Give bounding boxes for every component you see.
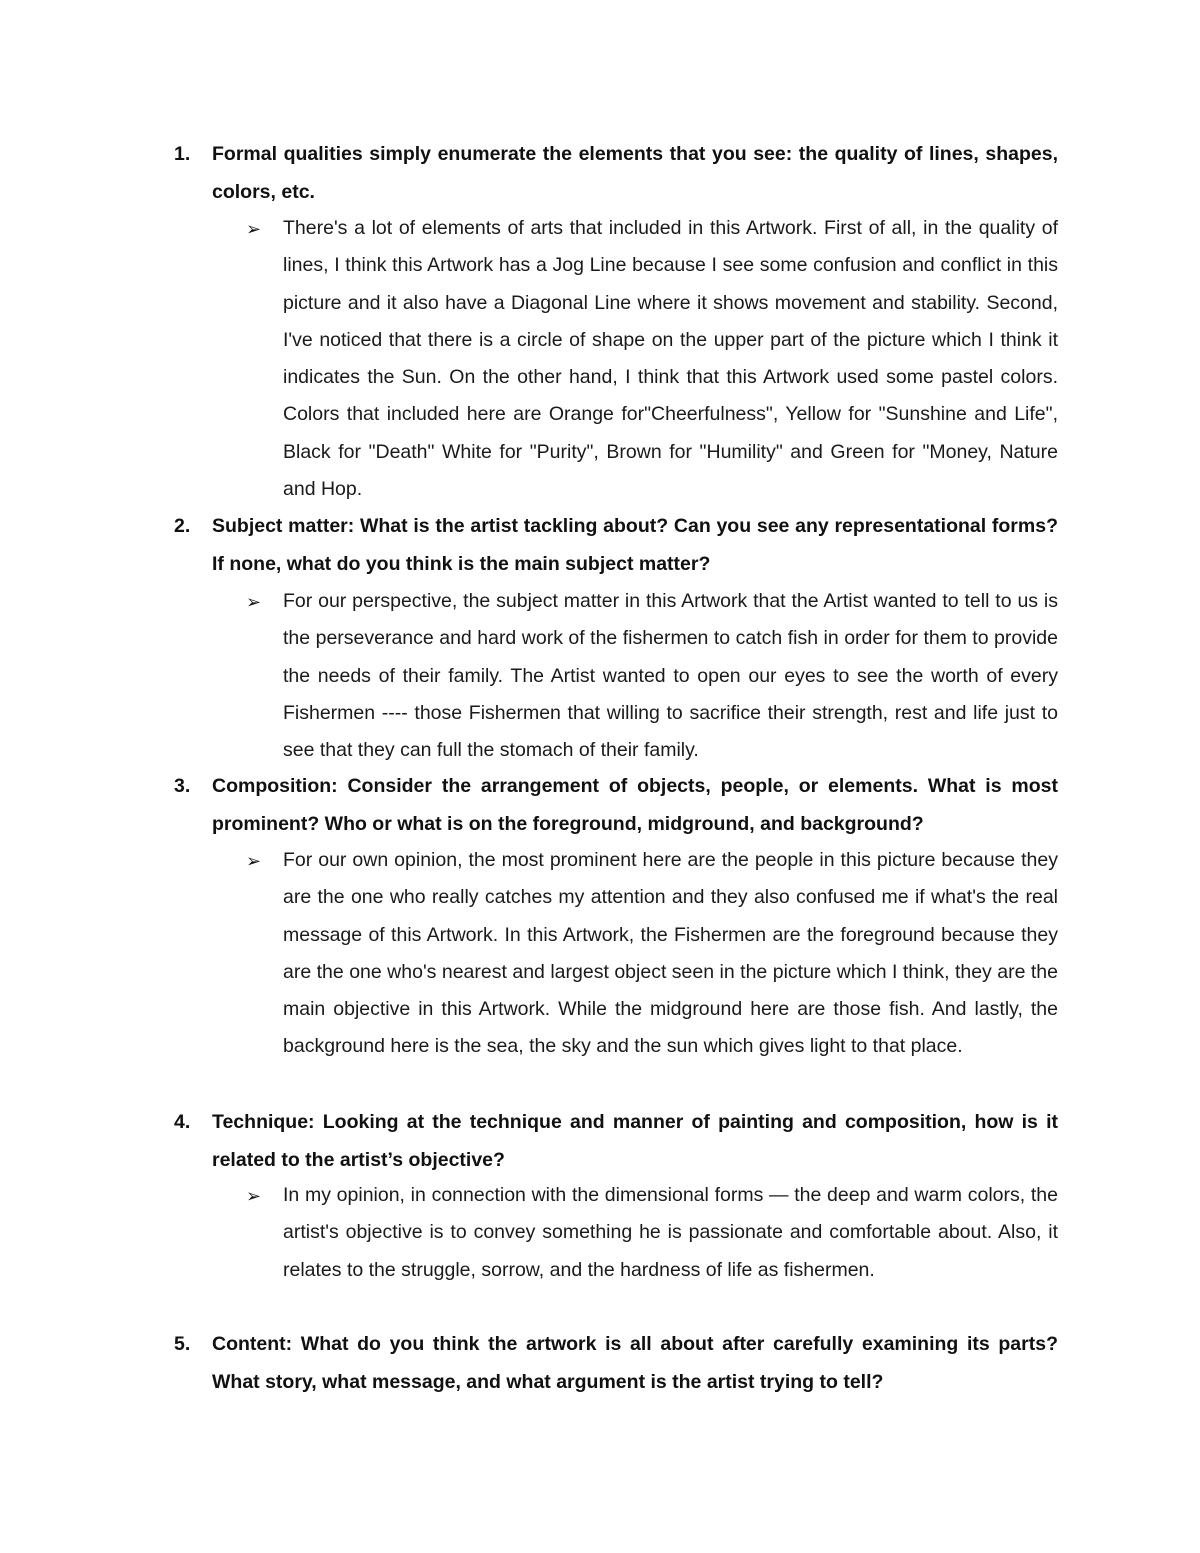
item-number: 1. [174,143,191,165]
question-text: Subject matter: What is the artist tackling about? Can you see any representational forms? If none, what do you think is the main subject matter? [212,515,1058,575]
answer-text: There's a lot of elements of arts that included in this Artwork. First of all, in the quality of lines, I think this Artwork has a Jog Line because I see some confusion and conflict in this picture and it also have a Diagonal Line where it shows movement and stability. Second, I've noticed that there is a circle of shape on the upper part of the picture which I think it indicates the Sun. On the other hand, I think that this Artwork used some pastel colors. Colors that included here are Orange for"Cheerfulness", Yellow for "Sunshine and Life", Black for "Death" White for "Purity", Brown for "Humility" and Green for "Money, Nature and Hop. [283,217,1058,501]
item-number: 3. [174,775,191,797]
answer-text: For our perspective, the subject matter in this Artwork that the Artist wanted to tell to us is the perseverance and hard work of the fishermen to catch fish in order for them to provide the needs of their family. The Artist wanted to open our eyes to see the worth of every Fishermen ---- those Fishermen that willing to sacrifice their strength, rest and life just to see that they can full the stomach of their family. [283,590,1058,762]
answer-text: For our own opinion, the most prominent here are the people in this picture because they are the one who really catches my attention and they also confused me if what's the real message of this Artwork. In this Artwork, the Fishermen are the foreground because they are the one who's nearest and largest object seen in the picture which I think, they are the main objective in this Artwork. While the midground here are those fish. And lastly, the background here is the sea, the sky and the sun which gives light to that place. [283,849,1058,1058]
question-text: Technique: Looking at the technique and manner of painting and composition, how is it related to the artist’s objective? [212,1111,1058,1171]
question-text: Content: What do you think the artwork is all about after carefully examining its parts? What story, what message, and what argument is the artist trying to tell? [212,1333,1058,1393]
answer-text: In my opinion, in connection with the dimensional forms — the deep and warm colors, the artist's objective is to convey something he is passionate and comfortable about. Also, it relates to the struggle, sorrow, and the hardness of life as fishermen. [283,1184,1058,1281]
arrow-bullet-icon: ➢ [246,851,262,871]
question-text: Composition: Consider the arrangement of objects, people, or elements. What is most prominent? Who or what is on the foreground, midground, and background? [212,775,1058,835]
item-number: 4. [174,1111,191,1133]
arrow-bullet-icon: ➢ [246,219,262,239]
question-text: Formal qualities simply enumerate the elements that you see: the quality of lines, shapes, colors, etc. [212,143,1058,203]
arrow-bullet-icon: ➢ [246,1186,262,1206]
arrow-bullet-icon: ➢ [246,592,262,612]
item-number: 5. [174,1333,191,1355]
item-number: 2. [174,515,191,537]
